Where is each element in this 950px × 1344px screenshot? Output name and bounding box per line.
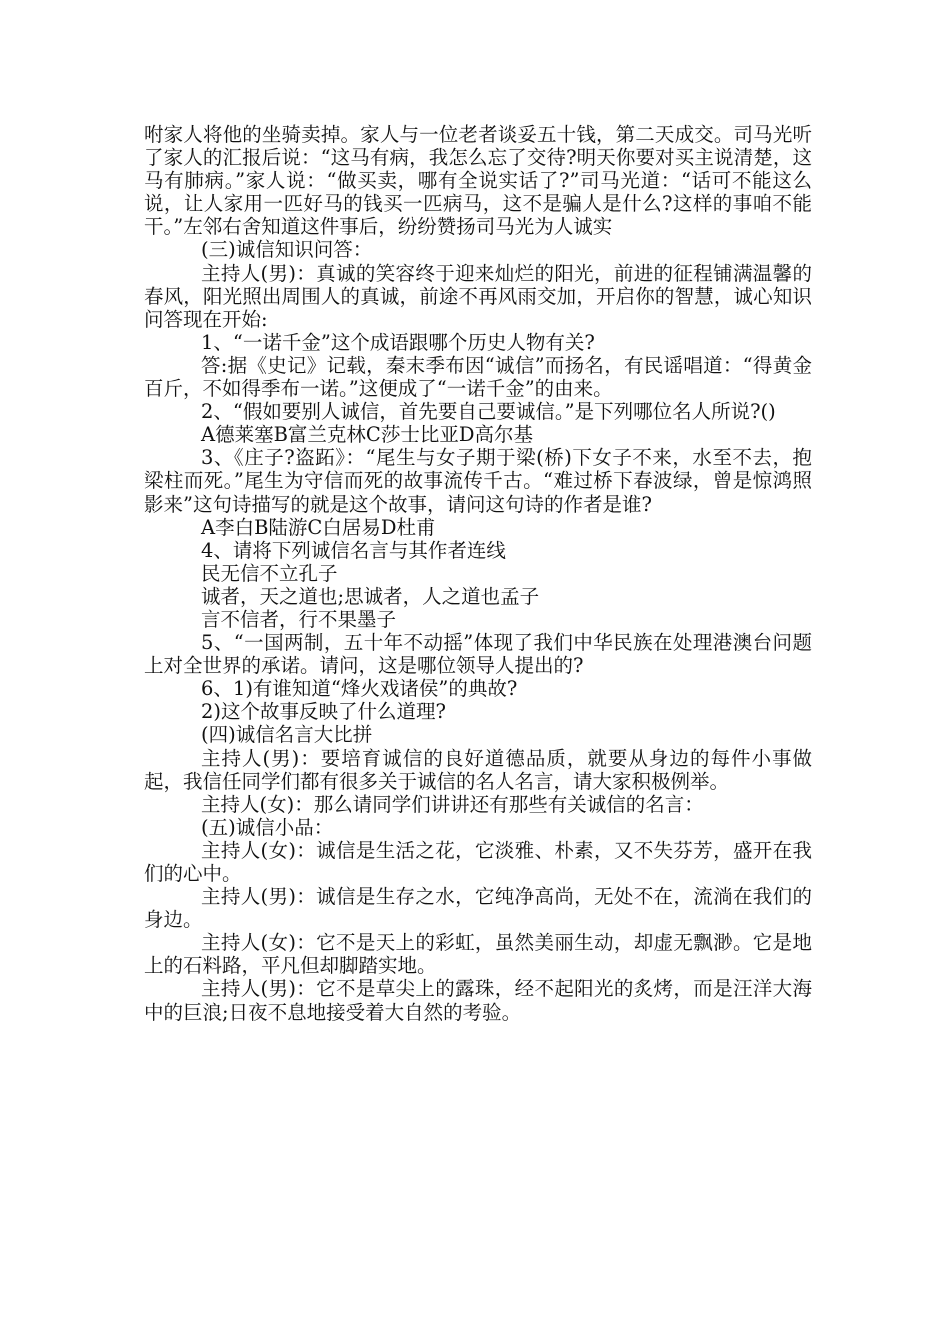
section-heading: (五)诚信小品： xyxy=(201,815,334,839)
paragraph: 主持人(女)：它不是天上的彩虹，虽然美丽生动，却虚无飘渺。它是地上的石料路，平凡但却脚踏实地。 xyxy=(144,931,812,978)
question: 1、“一诺千金”这个成语跟哪个历史人物有关? xyxy=(201,330,595,354)
question: 5、“一国两制，五十年不动摇”体现了我们中华民族在处理港澳台问题上对全世界的承诺。请问，这是哪位领导人提出的? xyxy=(144,631,812,678)
question: 4、请将下列诚信名言与其作者连线 xyxy=(201,538,506,562)
paragraph: 主持人(女)：诚信是生活之花，它淡雅、朴素，又不失芬芳，盛开在我们的心中。 xyxy=(144,838,812,885)
question: 3、《庄子?盗跖》：“尾生与女子期于梁(桥)下女子不来，水至不去，抱梁柱而死。”尾生为守信而死的故事流传千古。“难过桥下春波绿，曾是惊鸿照影来”这句诗描写的就是这个故事，请问这句诗的作者是谁? xyxy=(144,446,812,516)
question: 6、1)有谁知道“烽火戏诸侯”的典故? xyxy=(201,677,518,701)
paragraph: 主持人(男)：诚信是生存之水，它纯净高尚，无处不在，流淌在我们的身边。 xyxy=(144,885,812,932)
paragraph: 主持人(男)：它不是草尖上的露珠，经不起阳光的炙烤，而是汪洋大海中的巨浪;日夜不息地接受着大自然的考验。 xyxy=(144,977,812,1024)
paragraph: 主持人(女)：那么请同学们讲讲还有那些有关诚信的名言： xyxy=(201,792,704,816)
answer: 答:据《史记》记载，秦末季布因“诚信”而扬名，有民谣唱道：“得黄金百斤，不如得季布一诺。”这便成了“一诺千金”的由来。 xyxy=(144,353,812,401)
paragraph: 主持人(男)：真诚的笑容终于迎来灿烂的阳光，前进的征程铺满温馨的春风，阳光照出周围人的真诚，前途不再风雨交加，开启你的智慧，诚心知识问答现在开始: xyxy=(144,261,812,331)
question: 2、“假如要别人诚信，首先要自己要诚信。”是下列哪位名人所说?() xyxy=(201,400,776,424)
quote-item: 诚者，天之道也;思诚者，人之道也孟子 xyxy=(201,584,540,608)
paragraph: 咐家人将他的坐骑卖掉。家人与一位老者谈妥五十钱，第二天成交。司马光听了家人的汇报后说：“这马有病，我怎么忘了交待?明天你要对买主说清楚，这马有肺病。”家人说：“做买卖，哪有全说实话了?”司马光道：“话可不能这么说，让人家用一匹好马的钱买一匹病马，这不是骗人是什么?这样的事咱不能干。”左邻右舍知道这件事后，纷纷赞扬司马光为人诚实 xyxy=(144,123,812,239)
quote-item: 言不信者，行不果墨子 xyxy=(201,607,397,631)
document-page xyxy=(144,123,812,1024)
section-heading: (三)诚信知识问答： xyxy=(201,238,373,262)
question: 2)这个故事反映了什么道理? xyxy=(201,700,446,724)
paragraph: 主持人(男)：要培育诚信的良好道德品质，就要从身边的每件小事做起，我信任同学们都有很多关于诚信的名人名言，请大家积极例举。 xyxy=(144,746,812,793)
options: A德莱塞B富兰克林C莎士比亚D高尔基 xyxy=(201,423,533,447)
section-heading: (四)诚信名言大比拼 xyxy=(201,723,373,747)
options: A李白B陆游C白居易D杜甫 xyxy=(201,515,436,539)
quote-item: 民无信不立孔子 xyxy=(201,561,338,585)
